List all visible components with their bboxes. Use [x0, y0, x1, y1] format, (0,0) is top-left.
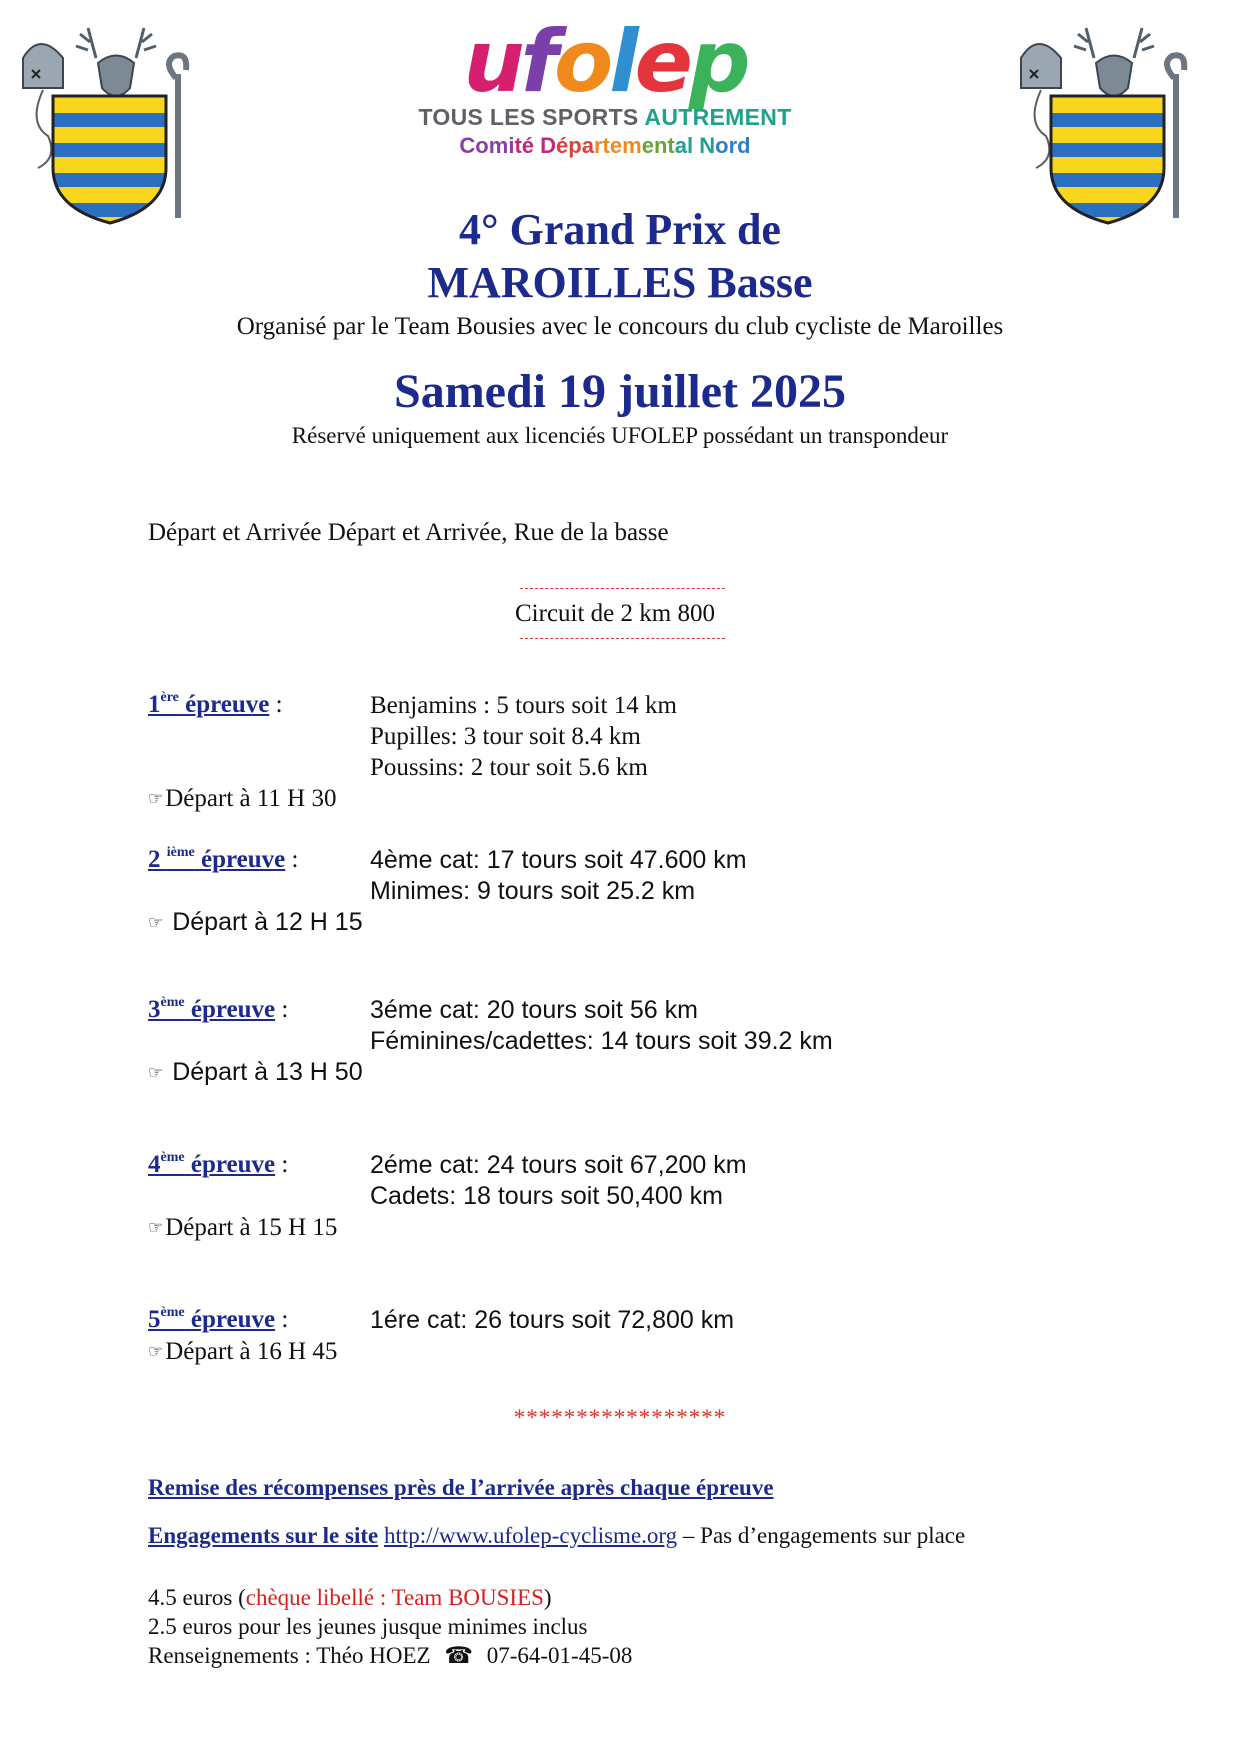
circuit-length: Circuit de 2 km 800 — [515, 600, 715, 627]
ufolep-logo — [390, 14, 820, 169]
mitre-icon — [1021, 44, 1061, 88]
epreuve-4-start-time: ☞Départ à 15 H 15 — [148, 1214, 338, 1241]
start-finish-location: Départ et Arrivée Départ et Arrivée, Rue de la basse — [148, 519, 669, 546]
antlers-icon — [76, 28, 156, 58]
epreuve-4-category-1: 2éme cat: 24 tours soit 67,200 km — [370, 1151, 747, 1179]
epreuve-4-label: 4ème épreuve : — [148, 1150, 289, 1178]
contact-phone: 07-64-01-45-08 — [486, 1643, 633, 1668]
pointing-hand-icon: ☞ — [148, 1218, 164, 1237]
awards-notice: Remise des récompenses près de l’arrivée après chaque épreuve — [148, 1475, 774, 1500]
pointing-hand-icon: ☞ — [148, 913, 164, 932]
organiser-line: Organisé par le Team Bousies avec le concours du club cycliste de Maroilles — [236, 313, 1004, 340]
coat-of-arms-right — [1016, 18, 1206, 233]
star-separator: ***************** — [513, 1405, 727, 1430]
coat-of-arms-left — [18, 18, 208, 233]
registration-link[interactable]: http://www.ufolep-cyclisme.org — [383, 1523, 678, 1548]
logo-tagline — [390, 104, 820, 130]
epreuve-3-category-1: 3éme cat: 20 tours soit 56 km — [370, 996, 698, 1024]
epreuve-4-category-2: Cadets: 18 tours soit 50,400 km — [370, 1182, 723, 1210]
event-date: Samedi 19 juillet 2025 — [394, 365, 846, 418]
epreuve-5-category-1: 1ére cat: 26 tours soit 72,800 km — [370, 1306, 735, 1334]
registration-line — [148, 1522, 965, 1550]
epreuve-1-category-2: Pupilles: 3 tour soit 8.4 km — [370, 723, 641, 750]
epreuve-1-label: 1ère épreuve : — [148, 690, 283, 718]
epreuve-2-category-2: Minimes: 9 tours soit 25.2 km — [370, 877, 696, 905]
pointing-hand-icon: ☞ — [148, 789, 164, 808]
epreuve-2-category-1: 4ème cat: 17 tours soit 47.600 km — [370, 846, 747, 874]
ufolep-wordmark — [390, 14, 820, 110]
registration-label: Engagements sur le site — [148, 1523, 379, 1548]
epreuve-5-label: 5ème épreuve : — [148, 1305, 289, 1333]
logo-letter: p — [689, 12, 747, 112]
logo-letter: f — [520, 12, 555, 112]
logo-letter: l — [609, 12, 635, 112]
epreuve-1-start-time: ☞Départ à 11 H 30 — [148, 785, 337, 812]
divider-top — [520, 588, 725, 589]
antlers-icon — [1074, 28, 1154, 58]
telephone-icon: ☎ — [444, 1643, 473, 1668]
stag-head-icon — [1096, 56, 1132, 97]
contact-line: Renseignements : Théo HOEZ ☎ 07-64-01-45-08 — [148, 1643, 633, 1668]
mitre-icon — [23, 44, 63, 88]
divider-bottom — [520, 638, 725, 639]
pointing-hand-icon: ☞ — [148, 1342, 164, 1361]
pointing-hand-icon: ☞ — [148, 1063, 164, 1082]
price-youth: 2.5 euros pour les jeunes jusque minimes inclus — [148, 1614, 588, 1639]
crozier-icon — [169, 55, 186, 218]
cheque-payee: chèque libellé : Team BOUSIES — [245, 1585, 544, 1610]
restriction-line: Réservé uniquement aux licenciés UFOLEP possédant un transpondeur — [291, 423, 949, 448]
logo-subtitle: Comité Départemental Nord — [459, 133, 751, 158]
event-title-line1: 4° Grand Prix de — [459, 205, 781, 254]
epreuve-5-start-time: ☞Départ à 16 H 45 — [148, 1338, 338, 1365]
logo-letter: o — [554, 12, 610, 112]
tagline-right: AUTREMENT — [644, 104, 792, 130]
tagline-left: TOUS LES SPORTS — [418, 104, 639, 130]
epreuve-3-label: 3ème épreuve : — [148, 995, 289, 1023]
logo-letter: u — [463, 12, 521, 112]
epreuve-2-start-time: ☞ Départ à 12 H 15 — [148, 908, 363, 936]
epreuve-3-start-time: ☞ Départ à 13 H 50 — [148, 1058, 363, 1086]
event-title-line2: MAROILLES Basse — [427, 258, 813, 307]
epreuve-1-category-3: Poussins: 2 tour soit 5.6 km — [370, 754, 648, 781]
registration-note: – Pas d’engagements sur place — [682, 1523, 966, 1548]
epreuve-1-category-1: Benjamins : 5 tours soit 14 km — [370, 692, 677, 719]
crozier-icon — [1167, 55, 1184, 218]
logo-letter: e — [634, 12, 689, 112]
price-adult: 4.5 euros (chèque libellé : Team BOUSIES) — [148, 1585, 552, 1610]
epreuve-3-category-2: Féminines/cadettes: 14 tours soit 39.2 km — [370, 1027, 833, 1055]
epreuve-2-label: 2 $^{ième}$ épreuve : — [148, 845, 299, 873]
stag-head-icon — [98, 56, 134, 97]
